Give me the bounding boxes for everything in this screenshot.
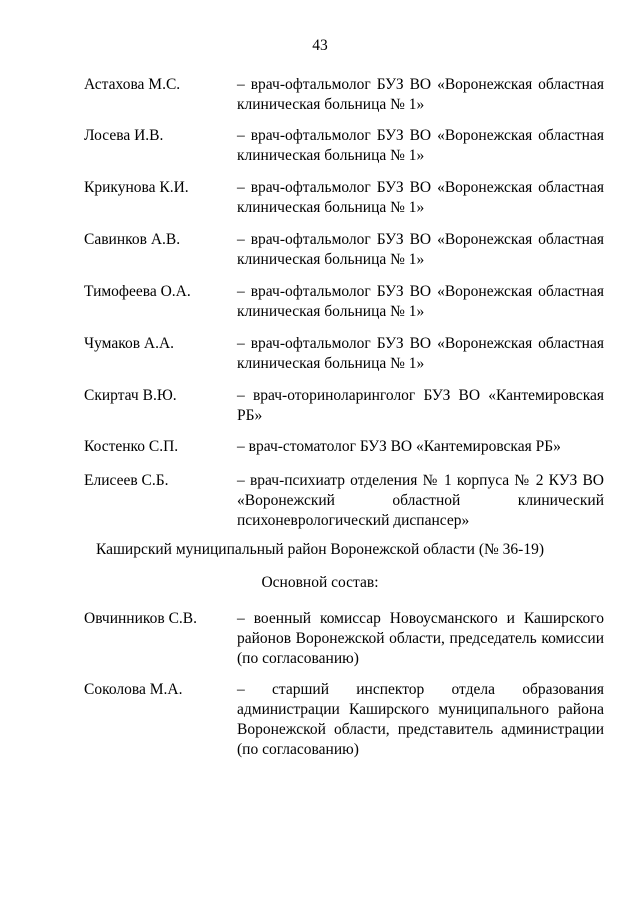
member-position: – врач-офтальмолог БУЗ ВО «Воронежская областная клиническая больница № 1» (237, 231, 604, 268)
member-position: – врач-офтальмолог БУЗ ВО «Воронежская областная клиническая больница № 1» (237, 76, 604, 113)
member-name: Лосева И.В. (84, 127, 164, 144)
member-position: – врач-стоматолог БУЗ ВО «Кантемировская РБ» (237, 438, 561, 455)
member-name: Астахова М.С. (84, 76, 181, 93)
member-name: Савинков А.В. (84, 231, 181, 248)
member-position: – врач-офтальмолог БУЗ ВО «Воронежская областная клиническая больница № 1» (237, 335, 604, 372)
member-name: Елисеев С.Б. (84, 472, 169, 489)
member-position: – военный комиссар Новоусманского и Каширского районов Воронежской области, председатель комиссии (по согласованию) (237, 610, 604, 667)
member-name: Крикунова К.И. (84, 179, 189, 196)
district-heading: Каширский муниципальный район Воронежской области (№ 36-19) (95, 541, 545, 558)
page-number: 43 (312, 37, 328, 54)
member-name: Скиртач В.Ю. (84, 387, 177, 404)
member-position: – врач-офтальмолог БУЗ ВО «Воронежская областная клиническая больница № 1» (237, 127, 604, 164)
member-position: – врач-офтальмолог БУЗ ВО «Воронежская областная клиническая больница № 1» (237, 283, 604, 320)
member-name: Соколова М.А. (84, 681, 183, 698)
composition-heading: Основной состав: (261, 574, 379, 591)
member-name: Чумаков А.А. (84, 335, 175, 352)
member-position: – старший инспектор отдела образования администрации Каширского муниципального района Воронежской области, представитель администрации (по согласованию) (237, 681, 604, 758)
member-position: – врач-оториноларинголог БУЗ ВО «Кантемировская РБ» (237, 387, 604, 424)
member-position: – врач-психиатр отделения № 1 корпуса № 2 КУЗ ВО «Воронежский областной клинический психоневрологический диспансер» (237, 472, 604, 529)
member-position: – врач-офтальмолог БУЗ ВО «Воронежская областная клиническая больница № 1» (237, 179, 604, 216)
member-name: Костенко С.П. (84, 438, 179, 455)
member-name: Тимофеева О.А. (84, 283, 191, 300)
member-name: Овчинников С.В. (84, 610, 198, 627)
